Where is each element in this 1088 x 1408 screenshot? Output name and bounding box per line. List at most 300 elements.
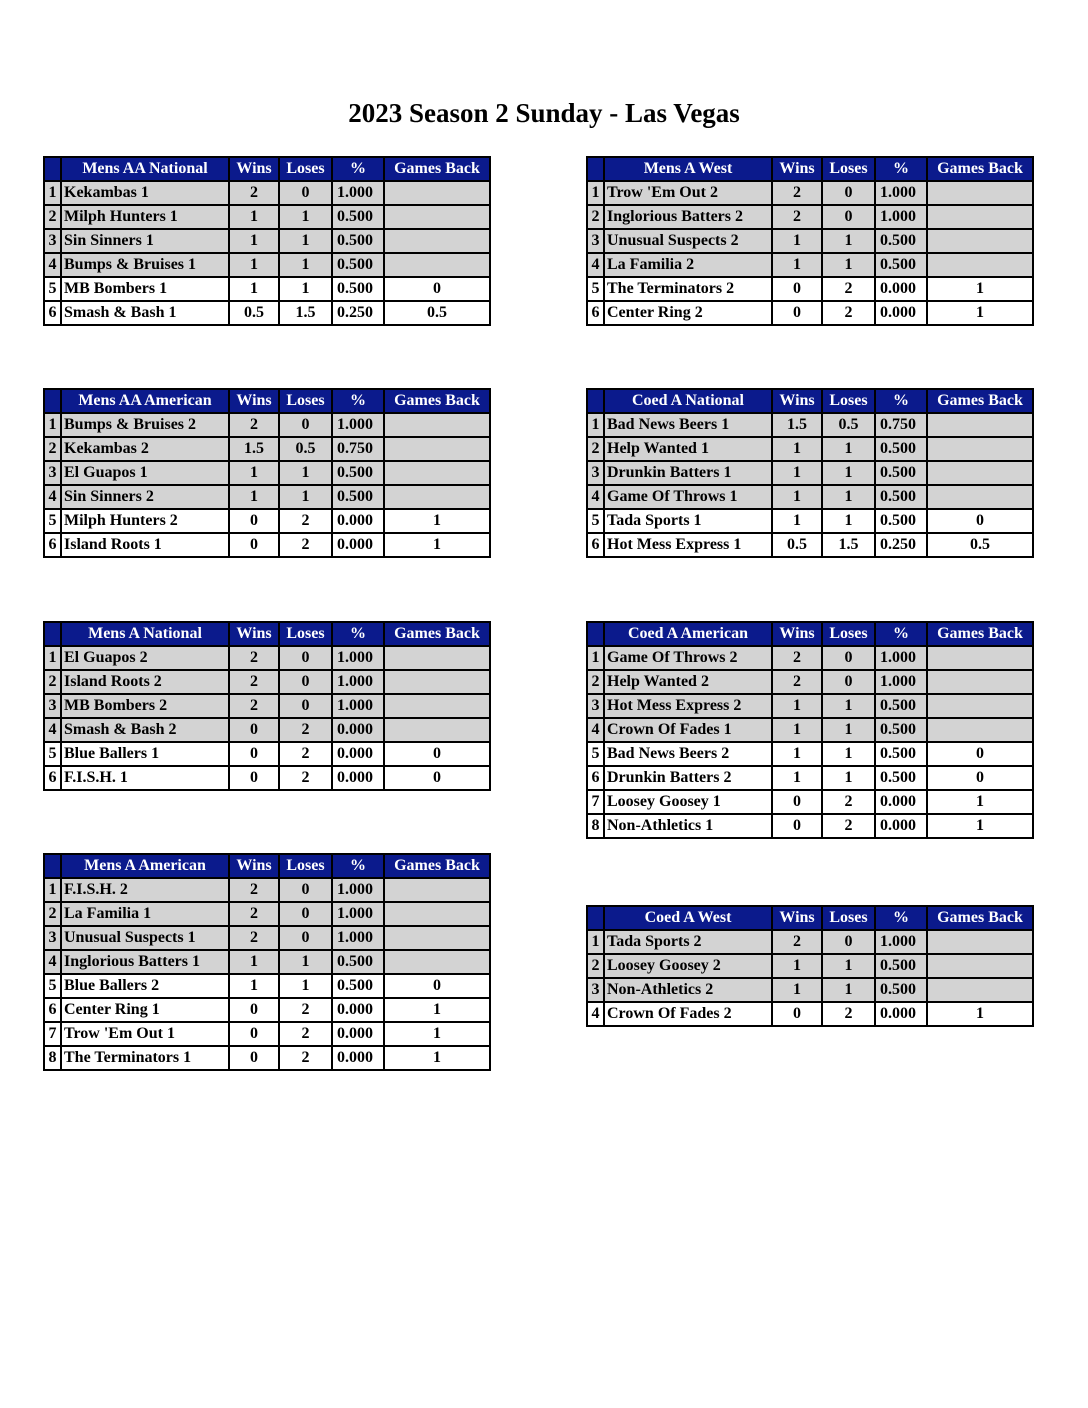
pct-cell: 0.500 — [332, 205, 384, 229]
header-row — [44, 157, 490, 181]
team-name: F.I.S.H. 2 — [61, 878, 229, 902]
table-row — [587, 790, 1033, 814]
games-back-cell: 0 — [384, 742, 490, 766]
team-name: Center Ring 2 — [604, 301, 772, 325]
rank-cell: 8 — [587, 814, 604, 838]
rank-cell: 6 — [44, 301, 61, 325]
loses-cell: 2 — [822, 790, 875, 814]
table-row — [587, 646, 1033, 670]
team-name: Blue Ballers 1 — [61, 742, 229, 766]
pct-cell: 1.000 — [332, 670, 384, 694]
team-name: MB Bombers 2 — [61, 694, 229, 718]
team-name: MB Bombers 1 — [61, 277, 229, 301]
pct-cell: 0.000 — [875, 277, 927, 301]
games-back-cell — [384, 694, 490, 718]
team-name: Unusual Suspects 2 — [604, 229, 772, 253]
header-pct: % — [332, 854, 384, 878]
wins-cell: 0 — [229, 533, 279, 557]
games-back-cell — [927, 437, 1033, 461]
wins-cell: 2 — [229, 413, 279, 437]
wins-cell: 1.5 — [229, 437, 279, 461]
games-back-cell — [384, 253, 490, 277]
loses-cell: 0 — [279, 694, 332, 718]
wins-cell: 1 — [229, 277, 279, 301]
games-back-cell — [927, 205, 1033, 229]
header-rank-cell — [587, 389, 604, 413]
games-back-cell — [384, 437, 490, 461]
team-name: Bumps & Bruises 1 — [61, 253, 229, 277]
table-row — [44, 950, 490, 974]
rank-cell: 1 — [44, 646, 61, 670]
team-name: Trow 'Em Out 2 — [604, 181, 772, 205]
loses-cell: 1 — [822, 718, 875, 742]
wins-cell: 0.5 — [229, 301, 279, 325]
header-rank-cell — [587, 622, 604, 646]
pct-cell: 1.000 — [875, 670, 927, 694]
games-back-cell: 1 — [927, 277, 1033, 301]
wins-cell: 0.5 — [772, 533, 822, 557]
division-title: Mens A West — [604, 157, 772, 181]
games-back-cell: 0.5 — [927, 533, 1033, 557]
wins-cell: 1 — [772, 437, 822, 461]
rank-cell: 4 — [44, 950, 61, 974]
rank-cell: 7 — [587, 790, 604, 814]
table-row — [587, 1002, 1033, 1026]
header-pct: % — [875, 389, 927, 413]
team-name: Tada Sports 2 — [604, 930, 772, 954]
rank-cell: 4 — [587, 1002, 604, 1026]
wins-cell: 0 — [229, 766, 279, 790]
wins-cell: 1 — [772, 253, 822, 277]
header-loses: Loses — [822, 906, 875, 930]
rank-cell: 6 — [587, 533, 604, 557]
table-row — [587, 814, 1033, 838]
wins-cell: 1 — [772, 461, 822, 485]
games-back-cell: 1 — [927, 1002, 1033, 1026]
header-wins: Wins — [229, 854, 279, 878]
header-games-back: Games Back — [927, 389, 1033, 413]
pct-cell: 0.500 — [875, 694, 927, 718]
division-title: Mens A National — [61, 622, 229, 646]
games-back-cell — [384, 229, 490, 253]
rank-cell: 4 — [587, 253, 604, 277]
table-row — [44, 181, 490, 205]
team-name: Help Wanted 1 — [604, 437, 772, 461]
games-back-cell: 0 — [384, 766, 490, 790]
rank-cell: 1 — [44, 181, 61, 205]
pct-cell: 0.500 — [875, 461, 927, 485]
wins-cell: 1 — [772, 485, 822, 509]
table-row — [587, 413, 1033, 437]
header-wins: Wins — [229, 157, 279, 181]
table-row — [587, 930, 1033, 954]
wins-cell: 1 — [772, 742, 822, 766]
games-back-cell — [927, 461, 1033, 485]
wins-cell: 2 — [229, 926, 279, 950]
division-table-mens-aa-national — [43, 156, 491, 326]
table-row — [587, 229, 1033, 253]
table-row — [587, 533, 1033, 557]
games-back-cell — [384, 926, 490, 950]
games-back-cell: 1 — [384, 1046, 490, 1070]
games-back-cell — [927, 413, 1033, 437]
wins-cell: 2 — [772, 930, 822, 954]
team-name: Inglorious Batters 1 — [61, 950, 229, 974]
wins-cell: 1 — [772, 978, 822, 1002]
table-row — [44, 485, 490, 509]
table-row — [587, 766, 1033, 790]
pct-cell: 0.250 — [875, 533, 927, 557]
wins-cell: 2 — [772, 646, 822, 670]
wins-cell: 2 — [229, 878, 279, 902]
header-rank-cell — [44, 389, 61, 413]
header-row — [44, 622, 490, 646]
pct-cell: 0.500 — [875, 509, 927, 533]
loses-cell: 1 — [279, 229, 332, 253]
wins-cell: 1 — [229, 485, 279, 509]
table-row — [44, 926, 490, 950]
team-name: Bad News Beers 1 — [604, 413, 772, 437]
loses-cell: 0 — [279, 181, 332, 205]
rank-cell: 4 — [587, 718, 604, 742]
loses-cell: 0 — [822, 205, 875, 229]
rank-cell: 6 — [44, 998, 61, 1022]
wins-cell: 2 — [772, 205, 822, 229]
division-title: Mens AA American — [61, 389, 229, 413]
rank-cell: 3 — [44, 461, 61, 485]
team-name: Crown Of Fades 2 — [604, 1002, 772, 1026]
pct-cell: 0.500 — [332, 229, 384, 253]
pct-cell: 1.000 — [332, 413, 384, 437]
team-name: Drunkin Batters 2 — [604, 766, 772, 790]
header-wins: Wins — [772, 157, 822, 181]
games-back-cell — [927, 646, 1033, 670]
rank-cell: 3 — [587, 978, 604, 1002]
rank-cell: 5 — [587, 277, 604, 301]
loses-cell: 0 — [822, 646, 875, 670]
loses-cell: 1 — [822, 694, 875, 718]
games-back-cell: 1 — [927, 301, 1033, 325]
division-title: Coed A West — [604, 906, 772, 930]
pct-cell: 1.000 — [875, 181, 927, 205]
table-row — [587, 742, 1033, 766]
loses-cell: 2 — [279, 766, 332, 790]
wins-cell: 0 — [229, 1046, 279, 1070]
loses-cell: 1 — [279, 461, 332, 485]
loses-cell: 1 — [822, 437, 875, 461]
team-name: Loosey Goosey 2 — [604, 954, 772, 978]
loses-cell: 2 — [279, 533, 332, 557]
wins-cell: 2 — [772, 670, 822, 694]
table-row — [587, 509, 1033, 533]
header-row — [587, 157, 1033, 181]
page-title: 2023 Season 2 Sunday - Las Vegas — [348, 98, 740, 128]
header-row — [44, 854, 490, 878]
header-games-back: Games Back — [927, 622, 1033, 646]
loses-cell: 1 — [279, 205, 332, 229]
rank-cell: 7 — [44, 1022, 61, 1046]
table-row — [587, 301, 1033, 325]
wins-cell: 0 — [772, 277, 822, 301]
rank-cell: 1 — [587, 646, 604, 670]
wins-cell: 1 — [772, 229, 822, 253]
table-row — [587, 205, 1033, 229]
games-back-cell — [927, 694, 1033, 718]
table-row — [44, 742, 490, 766]
header-row — [44, 389, 490, 413]
table-row — [44, 277, 490, 301]
wins-cell: 0 — [229, 1022, 279, 1046]
team-name: El Guapos 2 — [61, 646, 229, 670]
wins-cell: 1 — [772, 954, 822, 978]
wins-cell: 1 — [772, 766, 822, 790]
rank-cell: 3 — [587, 461, 604, 485]
wins-cell: 1 — [229, 974, 279, 998]
loses-cell: 0 — [822, 670, 875, 694]
loses-cell: 1 — [279, 950, 332, 974]
loses-cell: 1 — [822, 229, 875, 253]
header-loses: Loses — [279, 157, 332, 181]
header-pct: % — [875, 622, 927, 646]
table-row — [587, 437, 1033, 461]
wins-cell: 0 — [229, 998, 279, 1022]
team-name: Crown Of Fades 1 — [604, 718, 772, 742]
division-title: Coed A National — [604, 389, 772, 413]
loses-cell: 0.5 — [279, 437, 332, 461]
header-row — [587, 622, 1033, 646]
pct-cell: 1.000 — [332, 902, 384, 926]
rank-cell: 4 — [44, 485, 61, 509]
pct-cell: 0.000 — [875, 790, 927, 814]
pct-cell: 1.000 — [875, 646, 927, 670]
header-pct: % — [875, 157, 927, 181]
pct-cell: 0.500 — [332, 277, 384, 301]
games-back-cell: 1 — [927, 790, 1033, 814]
games-back-cell: 0 — [927, 509, 1033, 533]
team-name: Non-Athletics 2 — [604, 978, 772, 1002]
division-table-mens-aa-american — [43, 388, 491, 558]
table-row — [44, 253, 490, 277]
loses-cell: 1 — [279, 253, 332, 277]
games-back-cell: 1 — [384, 509, 490, 533]
rank-cell: 1 — [44, 878, 61, 902]
table-row — [587, 718, 1033, 742]
table-row — [44, 766, 490, 790]
team-name: Milph Hunters 1 — [61, 205, 229, 229]
loses-cell: 1 — [822, 978, 875, 1002]
games-back-cell — [384, 950, 490, 974]
wins-cell: 2 — [229, 670, 279, 694]
table-row — [44, 301, 490, 325]
pct-cell: 0.500 — [875, 485, 927, 509]
header-rank-cell — [44, 157, 61, 181]
pct-cell: 0.500 — [332, 461, 384, 485]
wins-cell: 0 — [772, 1002, 822, 1026]
loses-cell: 2 — [822, 301, 875, 325]
rank-cell: 5 — [44, 742, 61, 766]
rank-cell: 3 — [587, 229, 604, 253]
wins-cell: 2 — [229, 181, 279, 205]
rank-cell: 4 — [587, 485, 604, 509]
pct-cell: 0.000 — [332, 1022, 384, 1046]
games-back-cell — [384, 181, 490, 205]
wins-cell: 0 — [772, 301, 822, 325]
rank-cell: 6 — [587, 766, 604, 790]
rank-cell: 5 — [44, 974, 61, 998]
wins-cell: 1 — [229, 461, 279, 485]
wins-cell: 1 — [772, 509, 822, 533]
division-title: Mens AA National — [61, 157, 229, 181]
team-name: Blue Ballers 2 — [61, 974, 229, 998]
games-back-cell: 0.5 — [384, 301, 490, 325]
rank-cell: 2 — [44, 670, 61, 694]
division-table-coed-a-west — [586, 905, 1034, 1027]
pct-cell: 0.500 — [875, 437, 927, 461]
team-name: Hot Mess Express 2 — [604, 694, 772, 718]
games-back-cell — [384, 461, 490, 485]
table-row — [587, 954, 1033, 978]
rank-cell: 5 — [587, 509, 604, 533]
header-rank-cell — [587, 157, 604, 181]
wins-cell: 0 — [229, 718, 279, 742]
pct-cell: 1.000 — [332, 926, 384, 950]
team-name: Kekambas 2 — [61, 437, 229, 461]
rank-cell: 1 — [587, 930, 604, 954]
loses-cell: 1 — [822, 461, 875, 485]
rank-cell: 5 — [44, 277, 61, 301]
pct-cell: 1.000 — [875, 205, 927, 229]
pct-cell: 0.000 — [332, 509, 384, 533]
division-table-coed-a-national — [586, 388, 1034, 558]
header-pct: % — [332, 389, 384, 413]
pct-cell: 0.500 — [875, 954, 927, 978]
header-rank-cell — [587, 906, 604, 930]
loses-cell: 0 — [279, 902, 332, 926]
loses-cell: 2 — [279, 718, 332, 742]
pct-cell: 0.500 — [332, 485, 384, 509]
header-pct: % — [332, 622, 384, 646]
table-row — [587, 253, 1033, 277]
table-row — [587, 670, 1033, 694]
games-back-cell: 1 — [384, 1022, 490, 1046]
rank-cell: 5 — [587, 742, 604, 766]
header-rank-cell — [44, 622, 61, 646]
rank-cell: 6 — [44, 533, 61, 557]
games-back-cell — [927, 978, 1033, 1002]
header-games-back: Games Back — [384, 157, 490, 181]
team-name: Hot Mess Express 1 — [604, 533, 772, 557]
games-back-cell — [927, 229, 1033, 253]
loses-cell: 2 — [279, 1046, 332, 1070]
pct-cell: 0.000 — [332, 998, 384, 1022]
table-row — [44, 902, 490, 926]
team-name: Game Of Throws 2 — [604, 646, 772, 670]
rank-cell: 1 — [587, 181, 604, 205]
rank-cell: 1 — [44, 413, 61, 437]
wins-cell: 0 — [229, 742, 279, 766]
wins-cell: 1 — [229, 205, 279, 229]
rank-cell: 3 — [587, 694, 604, 718]
rank-cell: 6 — [587, 301, 604, 325]
team-name: Sin Sinners 2 — [61, 485, 229, 509]
rank-cell: 2 — [44, 437, 61, 461]
loses-cell: 2 — [822, 814, 875, 838]
games-back-cell — [384, 205, 490, 229]
header-rank-cell — [44, 854, 61, 878]
rank-cell: 2 — [44, 205, 61, 229]
team-name: La Familia 1 — [61, 902, 229, 926]
table-row — [44, 205, 490, 229]
pct-cell: 0.750 — [875, 413, 927, 437]
pct-cell: 0.000 — [332, 1046, 384, 1070]
team-name: Non-Athletics 1 — [604, 814, 772, 838]
pct-cell: 1.000 — [332, 878, 384, 902]
games-back-cell: 0 — [927, 766, 1033, 790]
pct-cell: 0.750 — [332, 437, 384, 461]
team-name: Milph Hunters 2 — [61, 509, 229, 533]
header-loses: Loses — [279, 622, 332, 646]
games-back-cell — [384, 878, 490, 902]
division-table-coed-a-american — [586, 621, 1034, 839]
rank-cell: 5 — [44, 509, 61, 533]
table-row — [587, 181, 1033, 205]
header-row — [587, 389, 1033, 413]
table-row — [44, 878, 490, 902]
header-games-back: Games Back — [384, 854, 490, 878]
rank-cell: 2 — [587, 670, 604, 694]
rank-cell: 1 — [587, 413, 604, 437]
team-name: La Familia 2 — [604, 253, 772, 277]
rank-cell: 3 — [44, 229, 61, 253]
pct-cell: 0.500 — [875, 718, 927, 742]
team-name: The Terminators 2 — [604, 277, 772, 301]
header-wins: Wins — [772, 622, 822, 646]
team-name: Kekambas 1 — [61, 181, 229, 205]
table-row — [587, 461, 1033, 485]
pct-cell: 0.500 — [875, 229, 927, 253]
division-title: Mens A American — [61, 854, 229, 878]
table-row — [44, 646, 490, 670]
loses-cell: 1 — [279, 277, 332, 301]
header-games-back: Games Back — [384, 389, 490, 413]
header-loses: Loses — [822, 157, 875, 181]
team-name: Help Wanted 2 — [604, 670, 772, 694]
table-row — [44, 509, 490, 533]
team-name: Game Of Throws 1 — [604, 485, 772, 509]
team-name: Smash & Bash 2 — [61, 718, 229, 742]
loses-cell: 1 — [822, 253, 875, 277]
wins-cell: 0 — [229, 509, 279, 533]
table-row — [44, 694, 490, 718]
wins-cell: 2 — [229, 646, 279, 670]
games-back-cell — [927, 954, 1033, 978]
team-name: El Guapos 1 — [61, 461, 229, 485]
table-row — [44, 413, 490, 437]
team-name: Tada Sports 1 — [604, 509, 772, 533]
header-wins: Wins — [229, 389, 279, 413]
division-title: Coed A American — [604, 622, 772, 646]
rank-cell: 2 — [587, 205, 604, 229]
loses-cell: 0 — [822, 181, 875, 205]
team-name: Center Ring 1 — [61, 998, 229, 1022]
header-loses: Loses — [822, 389, 875, 413]
header-pct: % — [875, 906, 927, 930]
games-back-cell: 0 — [384, 277, 490, 301]
team-name: Inglorious Batters 2 — [604, 205, 772, 229]
pct-cell: 0.500 — [875, 766, 927, 790]
pct-cell: 0.500 — [875, 253, 927, 277]
pct-cell: 1.000 — [332, 181, 384, 205]
